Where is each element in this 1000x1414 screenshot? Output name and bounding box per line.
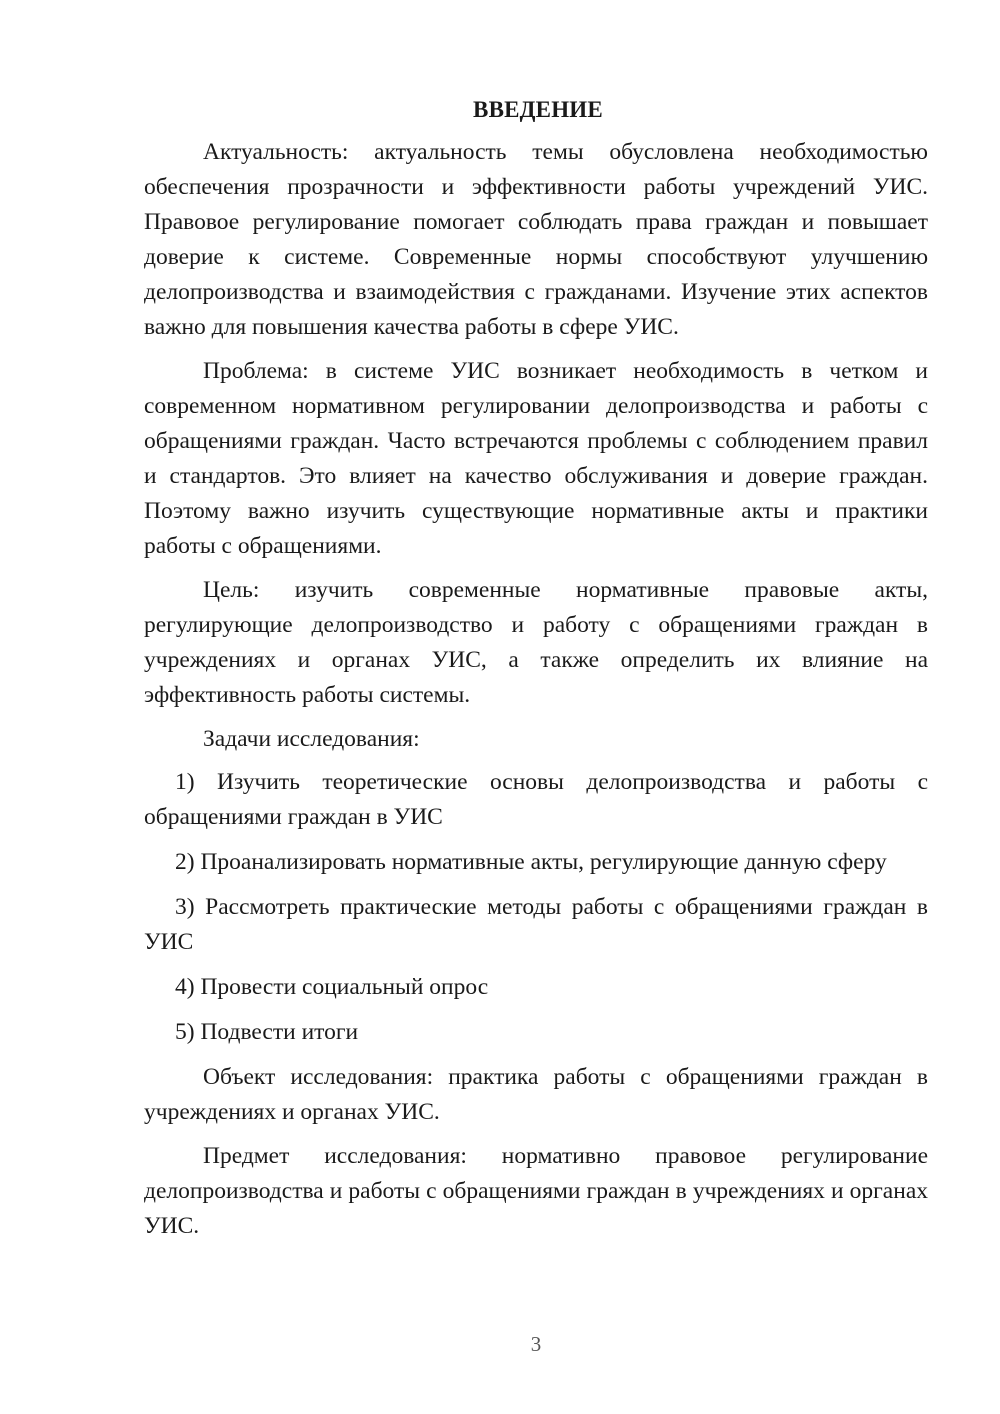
task-item: 1) Изучить теоретические основы делопроизводства и работы с обращениями граждан в УИС [144, 769, 928, 830]
paragraph-goal: Цель: изучить современные нормативные правовые акты, регулирующие делопроизводство и работу с обращениями граждан в учреждениях и органах УИС, а также определить их влияние на эффективность работы системы. [144, 577, 928, 708]
page-number: 3 [530, 1332, 542, 1356]
task-item: 4) Провести социальный опрос [175, 974, 489, 1000]
task-item: 5) Подвести итоги [175, 1019, 359, 1045]
paragraph-object: Объект исследования: практика работы с обращениями граждан в учреждениях и органах УИС. [144, 1064, 928, 1125]
page-title: ВВЕДЕНИЕ [473, 97, 603, 122]
paragraph-problem: Проблема: в системе УИС возникает необходимость в четком и современном нормативном регулировании делопроизводства и работы с обращениями граждан. Часто встречаются проблемы с соблюдением правил и стандартов. Это влияет на качество обслуживания и доверие граждан. Поэтому важно изучить существующие нормативные акты и практики работы с обращениями. [144, 358, 928, 559]
task-item: 3) Рассмотреть практические методы работы с обращениями граждан в УИС [144, 894, 928, 955]
paragraph-subject: Предмет исследования: нормативно правовое регулирование делопроизводства и работы с обращениями граждан в учреждениях и органах УИС. [144, 1143, 928, 1239]
paragraph-relevance: Актуальность: актуальность темы обусловлена необходимостью обеспечения прозрачности и эффективности работы учреждений УИС. Правовое регулирование помогает соблюдать права граждан и повышает доверие к системе. Современные нормы способствуют улучшению делопроизводства и взаимодействия с гражданами. Изучение этих аспектов важно для повышения качества работы в сфере УИС. [144, 139, 928, 340]
task-item: 2) Проанализировать нормативные акты, регулирующие данную сферу [175, 849, 887, 875]
tasks-heading: Задачи исследования: [203, 726, 420, 752]
document-body [144, 94, 928, 1253]
